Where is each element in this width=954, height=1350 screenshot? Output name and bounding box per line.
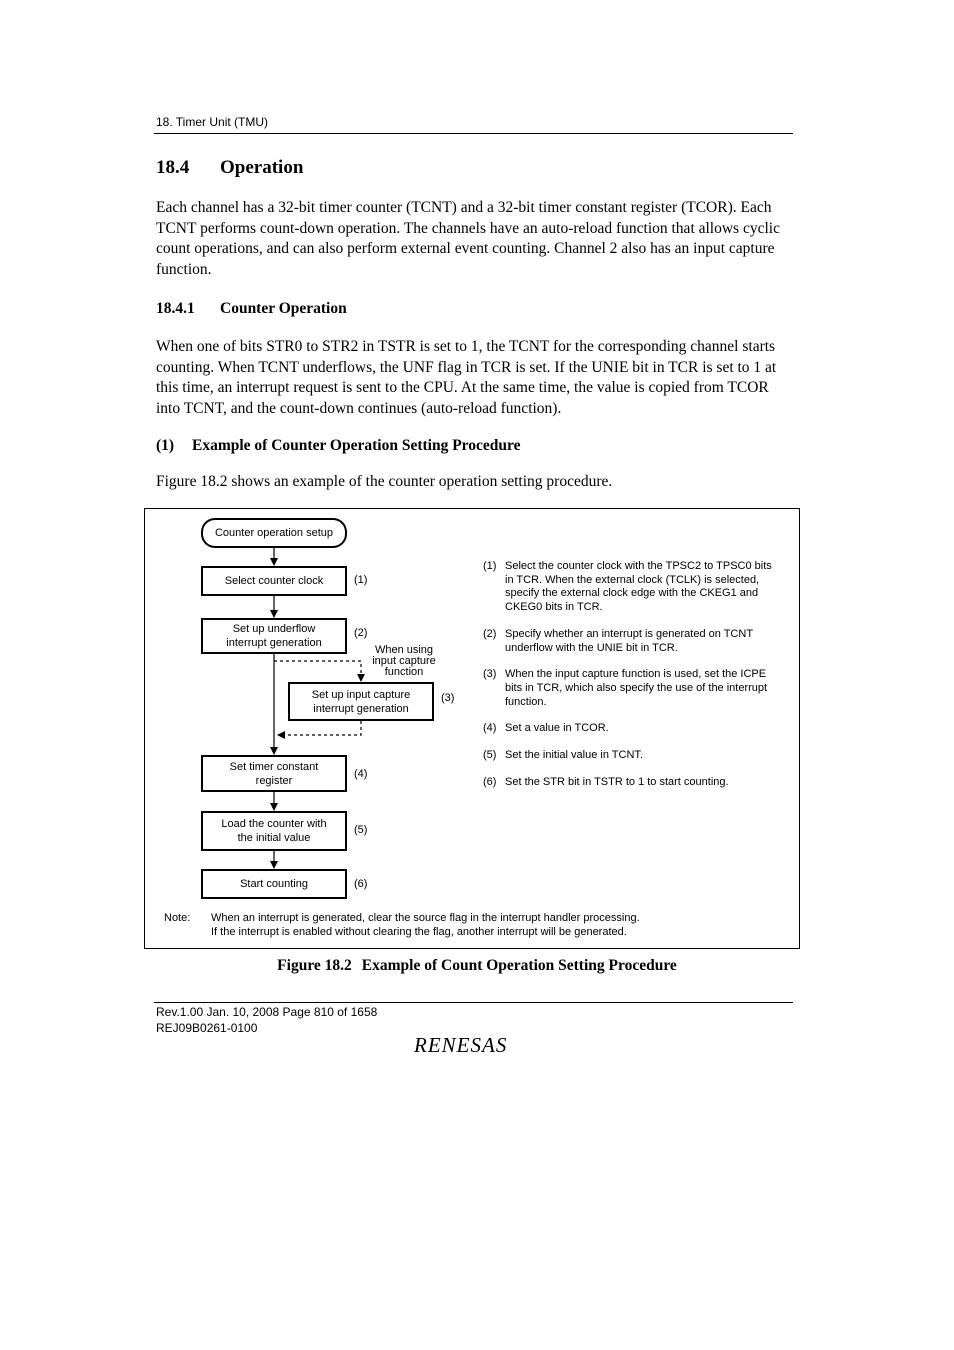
note-number: (5) [483,749,497,762]
section-number: 18.4 [156,157,190,178]
flow-ref-1: (1) [354,574,368,586]
example-title: Example of Counter Operation Setting Procedure [192,437,521,454]
footer-revision: Rev.1.00 Jan. 10, 2008 Page 810 of 1658 [156,1005,378,1019]
note-number: (6) [483,775,497,788]
renesas-logo: RENESAS [414,1033,508,1057]
note-text: Set a value in TCOR. [505,722,609,735]
note-number: (1) [483,560,497,572]
footer-doc-number: REJ09B0261-0100 [156,1020,258,1035]
note-number: (3) [483,668,497,681]
example-body: Figure 18.2 shows an example of the counter operation setting procedure. [156,473,613,490]
branch-label-line-3: function [384,666,424,678]
flow-ref-5: (5) [354,824,368,836]
flow-step-3: Set up input capture interrupt generation [288,682,434,721]
page-footer [156,1005,377,1036]
example-number: (1) [156,437,175,454]
flow-step-1: Select counter clock [201,566,347,596]
note-item [483,668,783,709]
footnote-line-1: When an interrupt is generated, clear the source flag in the interrupt handler processing. [211,912,640,924]
footnote-text [211,912,711,939]
section-title: Operation [220,157,304,178]
figure-caption [0,957,954,975]
note-text: Select the counter clock with the TPSC2 to TPSC0 bits in TCR. When the external clock (TCLK) is selected, specify the external clock edge with the CKEG1 and CKEG0 bits in TCR. [505,560,772,614]
flow-step-4: Set timer constant register [201,755,347,792]
subsection-title: Counter Operation [220,300,347,317]
note-number: (2) [483,627,497,640]
flow-start: Counter operation setup [201,518,347,548]
flow-ref-6: (6) [354,878,368,890]
figure-notes [483,560,783,802]
subsection-body: When one of bits STR0 to STR2 in TSTR is set to 1, the TCNT for the corresponding channel starts counting. When TCNT underflows, the UNF flag in TCR is set. If the UNIE bit in TCR is set to 1 at this time, an interrupt request is sent to the CPU. At the same time, the value is copied from TCOR into TCNT, and the count-down continues (auto-reload function). [156,338,777,418]
subsection-number: 18.4.1 [156,300,195,317]
branch-label-line-2: input capture [372,655,436,667]
note-text: When the input capture function is used, set the ICPE bits in TCR, which also specify the use of the interrupt function. [505,668,768,708]
flow-step-5: Load the counter with the initial value [201,811,347,851]
note-item [483,560,783,615]
caption-number: Figure 18.2 [277,957,352,974]
flow-ref-2: (2) [354,627,368,639]
branch-label-line-1: When using [374,644,434,656]
note-item [483,722,783,736]
note-text: Set the STR bit in TSTR to 1 to start counting. [505,775,729,788]
branch-label [364,645,444,678]
branch-return [278,721,361,735]
note-item [483,749,783,763]
note-text: Set the initial value in TCNT. [505,749,643,762]
note-text: Specify whether an interrupt is generated on TCNT underflow with the UNIE bit in TCR. [505,627,753,654]
flow-ref-3: (3) [441,692,455,704]
footnote-label: Note: [164,912,191,924]
section-intro: Each channel has a 32-bit timer counter (TCNT) and a 32-bit timer constant register (TCOR). Each TCNT performs count-down operation. The channels have an auto-reload function that allows cyclic count operations, and can also perform external event counting. Channel 2 also has an input capture function. [156,199,780,279]
branch-to-3 [274,661,361,681]
note-item [483,776,783,790]
flow-ref-4: (4) [354,768,368,780]
note-number: (4) [483,722,497,735]
flow-step-2: Set up underflow interrupt generation [201,618,347,654]
note-item [483,628,783,655]
footnote-line-2: If the interrupt is enabled without clearing the flag, another interrupt will be generated. [211,925,627,938]
flow-step-6: Start counting [201,869,347,899]
footer-rule [154,1002,793,1003]
running-head: 18. Timer Unit (TMU) [156,115,269,129]
caption-title: Example of Count Operation Setting Procedure [361,957,677,974]
